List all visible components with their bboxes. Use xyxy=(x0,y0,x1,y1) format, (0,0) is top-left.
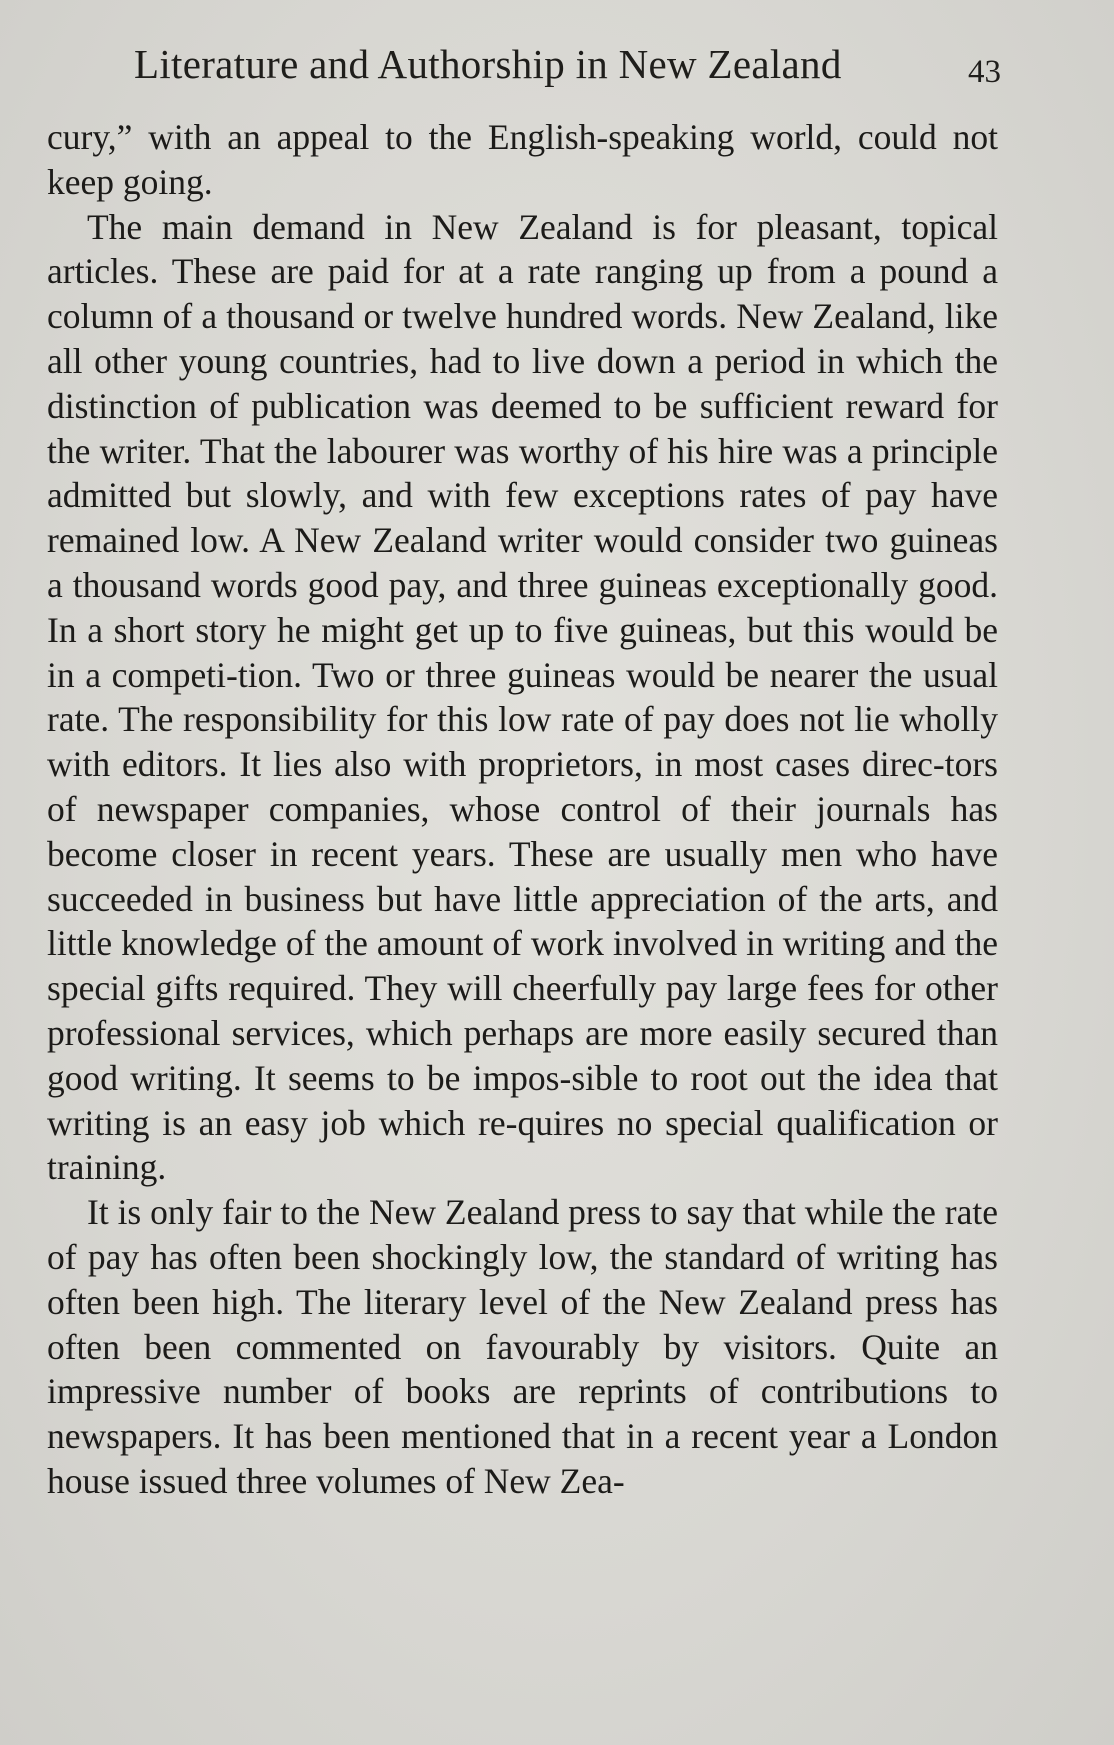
body-text xyxy=(47,115,998,1504)
paragraph-press-standard: It is only fair to the New Zealand press to say that while the rate of pay has often been shockingly low, the standard of writing has often been high. The literary level of the New Zealand press has often been commented on favourably by visitors. Quite an impressive number of books are reprints of contributions to newspapers. It has been mentioned that in a recent year a London house issued three volumes of New Zea- xyxy=(47,1192,998,1501)
paragraph-topical-articles: The main demand in New Zealand is for pleasant, topical articles. These are paid for at a rate ranging up from a pound a column of a thousand or twelve hundred words. New Zealand, like all other young countries, had to live down a period in which the distinction of publication was deemed to be sufficient reward for the writer. That the labourer was worthy of his hire was a principle admitted but slowly, and with few exceptions rates of pay have remained low. A New Zealand writer would consider two guineas a thousand words good pay, and three guineas exceptionally good. In a short story he might get up to five guineas, but this would be in a competi-tion. Two or three guineas would be nearer the usual rate. The responsibility for this low rate of pay does not lie wholly with editors. It lies also with proprietors, in most cases direc-tors of newspaper companies, whose control of their journals has become closer in recent years. These are usually men who have succeeded in business but have little appreciation of the arts, and little knowledge of the amount of work involved in writing and the special gifts required. They will cheerfully pay large fees for other professional services, which perhaps are more easily secured than good writing. It seems to be impos-sible to root out the idea that writing is an easy job which re-quires no special qualification or training. xyxy=(47,206,998,1188)
page-number: 43 xyxy=(968,54,1001,90)
running-head-title: Literature and Authorship in New Zealand xyxy=(134,41,842,87)
paragraph-continued: cury,” with an appeal to the English-speaking world, could not keep going. xyxy=(47,117,998,202)
